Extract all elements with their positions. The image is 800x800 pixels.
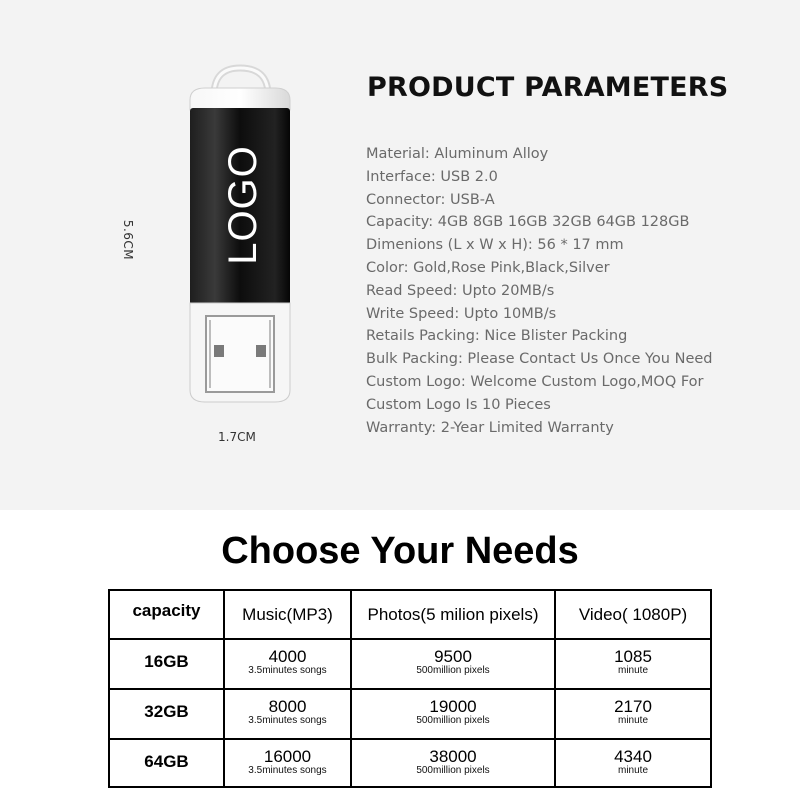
param-custom-logo: Custom Logo: Welcome Custom Logo,MOQ For [366,373,704,390]
capacity-cell: 32GB [144,702,189,721]
photos-unit: 500million pixels [416,665,490,676]
video-value: 2170 [614,697,652,716]
music-value: 8000 [268,697,307,716]
header-video: Video( 1080P) [578,605,688,624]
table-header-row [110,591,710,638]
music-unit: 3.5minutes songs [248,665,327,676]
usb-logo: LOGO [221,145,265,265]
video-value: 4340 [614,747,652,766]
header-photos: Photos(5 milion pixels) [367,605,539,624]
table-row [110,638,710,688]
header-music: Music(MP3) [242,605,333,624]
video-value: 1085 [614,647,652,666]
capacity-cell: 64GB [144,752,189,771]
param-retail-packing: Retails Packing: Nice Blister Packing [366,328,628,345]
music-unit: 3.5minutes songs [248,765,327,776]
music-value: 4000 [268,647,307,666]
photos-value: 9500 [434,647,472,666]
param-interface: Interface: USB 2.0 [366,168,498,185]
photos-unit: 500million pixels [416,765,490,776]
param-capacity: Capacity: 4GB 8GB 16GB 32GB 64GB 128GB [366,214,690,231]
music-unit: 3.5minutes songs [248,715,327,726]
param-write-speed: Write Speed: Upto 10MB/s [366,305,557,322]
param-connector: Connector: USB-A [366,191,495,208]
photos-value: 38000 [429,747,477,766]
photos-unit: 500million pixels [416,715,490,726]
video-unit: minute [617,765,648,776]
param-bulk-packing: Bulk Packing: Please Contact Us Once You Need [366,351,713,368]
param-read-speed: Read Speed: Upto 20MB/s [366,282,555,299]
height-dimension-label: 5.6CM [121,219,135,261]
needs-title: Choose Your Needs [221,530,579,572]
parameters-title: PRODUCT PARAMETERS [367,72,729,103]
table-row [110,738,710,786]
capacity-cell: 16GB [144,652,189,671]
param-warranty: Warranty: 2-Year Limited Warranty [366,419,614,436]
video-unit: minute [617,665,648,676]
param-material: Material: Aluminum Alloy [366,146,549,162]
param-color: Color: Gold,Rose Pink,Black,Silver [366,259,610,276]
param-custom-logo-moq: Custom Logo Is 10 Pieces [366,396,551,413]
header-capacity: capacity [132,601,201,620]
music-value: 16000 [263,747,312,766]
capacity-table [108,589,712,788]
table-row [110,688,710,738]
video-unit: minute [617,715,648,726]
parameters-list [366,143,786,439]
width-dimension-label: 1.7CM [218,430,256,444]
param-dimensions: Dimenions (L x W x H): 56 * 17 mm [366,237,624,254]
photos-value: 19000 [429,697,477,716]
